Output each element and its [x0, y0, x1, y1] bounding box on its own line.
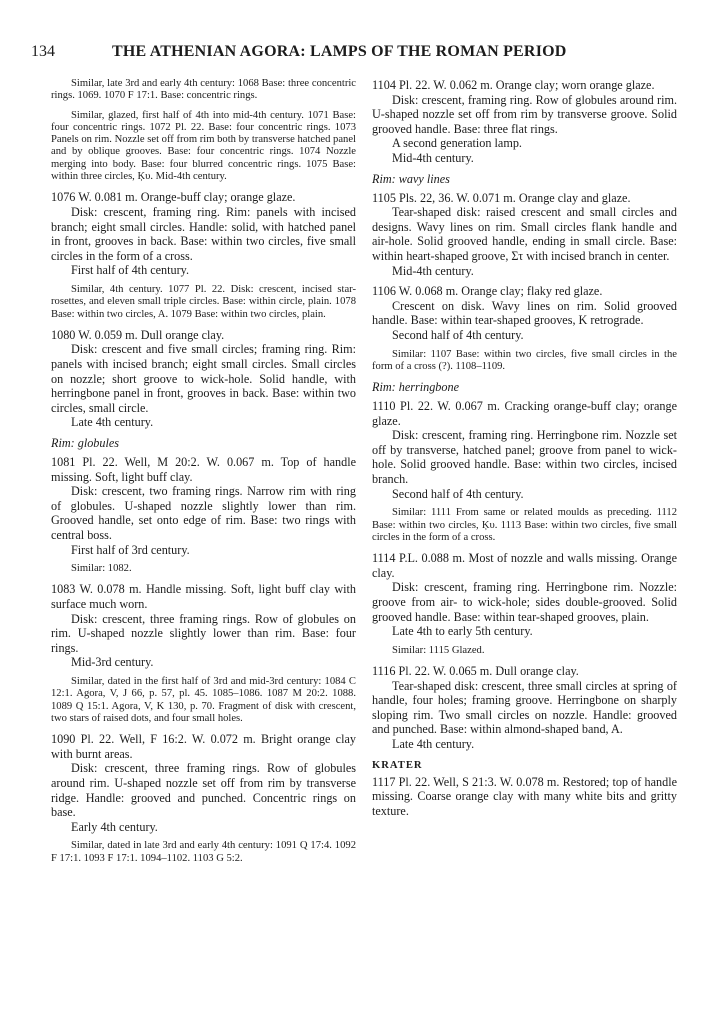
entry-description: Disk: crescent, framing ring. Herringbone rim. Nozzle: groove from air- to wick-hole; sides double-grooved. Solid grooved handle. Base: within tear-shaped grooves, plain.	[372, 580, 677, 624]
page-number: 134	[31, 43, 55, 60]
entry-date: Second half of 4th century.	[392, 327, 524, 342]
entry-heading: 1106 W. 0.068 m. Orange clay; flaky red glaze.	[372, 284, 603, 299]
entry-note: A second generation lamp.	[392, 136, 522, 151]
entry-date: Late 4th to early 5th century.	[392, 624, 533, 639]
entry-heading: 1104 Pl. 22. W. 0.062 m. Orange clay; worn orange glaze.	[372, 78, 655, 92]
catalog-entry-1105	[372, 191, 677, 279]
entry-heading: 1081 Pl. 22. Well, M 20:2. W. 0.067 m. Top of handle missing. Soft, light buff clay.	[51, 454, 356, 484]
catalog-entry-1076	[51, 190, 356, 278]
similar-note: Similar: 1107 Base: within two circles, five small circles in the form of a cross (?). 1108–1109.	[372, 348, 677, 372]
entry-date: Late 4th century.	[71, 415, 154, 430]
subheading-herringbone: Rim: herringbone	[372, 380, 459, 395]
catalog-entry-1080	[51, 328, 356, 430]
similar-note: Similar, dated in the first half of 3rd and mid-3rd century: 1084 C 12:1. Agora, V, J 66, p. 57, pl. 45. 1085–1086. 1087 M 20:2. 1088. 1089 Q 15:1. Agora, V, K 130, p. 70. Fragment of disk with crescent, two stars of raised dots, and four small holes.	[51, 676, 356, 724]
entry-date: Second half of 4th century.	[392, 486, 524, 501]
similar-note: Similar, dated in late 3rd and early 4th century: 1091 Q 17:4. 1092 F 17:1. 1093 F 17:1. 1094–1102. 1103 G 5:2.	[51, 840, 356, 864]
entry-heading: 1076 W. 0.081 m. Orange-buff clay; orange glaze.	[51, 190, 296, 205]
entry-date: Mid-4th century.	[392, 263, 474, 278]
similar-note: Similar, late 3rd and early 4th century: 1068 Base: three concentric rings. 1069. 1070 F 17:1. Base: concentric rings.	[51, 78, 356, 102]
entry-heading: 1083 W. 0.078 m. Handle missing. Soft, light buff clay with surface much worn.	[51, 582, 356, 612]
entry-date: Early 4th century.	[71, 819, 158, 834]
similar-note: Similar: 1082.	[71, 563, 132, 575]
entry-date: Late 4th century.	[392, 736, 475, 751]
entry-date: First half of 4th century.	[71, 263, 190, 278]
catalog-entry-1116	[372, 664, 677, 752]
entry-description: Tear-shaped disk: raised crescent and small circles and designs. Wavy lines on rim. Small circles flank handle and air-hole. Solid grooved handle, ending in small circle. Base: within heart-shaped groove, Στ with incised branch in center.	[372, 205, 677, 263]
entry-heading: 1116 Pl. 22. W. 0.065 m. Dull orange clay.	[372, 664, 579, 678]
entry-description: Disk: crescent and five small circles; framing ring. Rim: panels with incised branch; eight small circles. Small circles on nozzle; short groove to wick-hole. Solid handle, with herringbone panel in front, grooves in back. Base: within two circles, small circle.	[51, 342, 356, 415]
similar-note: Similar: 1115 Glazed.	[392, 644, 485, 656]
entry-description: Disk: crescent, framing ring. Row of globules around rim. U-shaped nozzle set off from rim by transverse groove. Solid grooved handle. Base: three flat rings.	[372, 92, 677, 136]
similar-note: Similar, glazed, first half of 4th into mid-4th century. 1071 Base: four concentric rings. 1072 Pl. 22. Base: four concentric rings. 1073 Panels on rim. Nozzle set off from rim both by transverse hatched panel and by oblique grooves. Base: four concentric rings. 1074 Nozzle merging into body. Base: four blurred concentric rings. 1075 Base: within three circles, Ķυ. Mid-4th century.	[51, 109, 356, 183]
catalog-entry-1081	[51, 455, 356, 557]
entry-heading: 1117 Pl. 22. Well, S 21:3. W. 0.078 m. Restored; top of handle missing. Coarse orange clay with many white bits and gritty texture.	[372, 774, 677, 818]
entry-description: Disk: crescent, framing ring. Rim: panels with incised branch; eight small circles. Handle: solid, with hatched panel in front, grooves in back. Base: within two circles, five small circles in the form of a cross.	[51, 204, 356, 263]
similar-note: Similar: 1111 From same or related moulds as preceding. 1112 Base: within two circles, Ķυ. 1113 Base: within two circles, five small circles in the form of a cross.	[372, 507, 677, 543]
entry-description: Disk: crescent, three framing rings. Row of globules around rim. U-shaped nozzle set off from rim by transverse ridge. Handle: grooved and punched. Concentric rings on base.	[51, 761, 356, 820]
entry-heading: 1110 Pl. 22. W. 0.067 m. Cracking orange-buff clay; orange glaze.	[372, 399, 677, 428]
catalog-entry-1083	[51, 582, 356, 670]
entry-description: Crescent on disk. Wavy lines on rim. Solid grooved handle. Base: within tear-shaped grooves, K retrograde.	[372, 298, 677, 328]
entry-description: Tear-shaped disk: crescent, three small circles at spring of handle, four holes; framing groove. Herringbone on sharply sloping rim. Two small circles on nozzle. Handle: grooved and punched. Base: within almond-shaped band, A.	[372, 678, 677, 737]
entry-heading: 1090 Pl. 22. Well, F 16:2. W. 0.072 m. Bright orange clay with burnt areas.	[51, 732, 356, 761]
right-column	[372, 78, 677, 824]
entry-heading: 1114 P.L. 0.088 m. Most of nozzle and walls missing. Orange clay.	[372, 551, 677, 580]
catalog-entry-1110	[372, 399, 677, 501]
catalog-entry-1106	[372, 284, 677, 342]
catalog-entry-1090	[51, 732, 356, 834]
entry-date: First half of 3rd century.	[71, 542, 190, 557]
similar-note: Similar, 4th century. 1077 Pl. 22. Disk: crescent, incised star-rosettes, and eleven small triple circles. Base: within circle, plain. 1078 Base: within two circles, A. 1079 Base: within two circles, plain.	[51, 283, 356, 320]
subheading-globules: Rim: globules	[51, 435, 120, 450]
running-title: THE ATHENIAN AGORA: LAMPS OF THE ROMAN PERIOD	[112, 43, 567, 60]
entry-date: Mid-3rd century.	[71, 655, 154, 670]
entry-date: Mid-4th century.	[392, 150, 474, 165]
entry-heading: 1080 W. 0.059 m. Dull orange clay.	[51, 327, 225, 342]
page-header	[0, 0, 725, 60]
subheading-wavy-lines: Rim: wavy lines	[372, 171, 450, 186]
entry-description: Disk: crescent, framing ring. Herringbone rim. Nozzle set off by transverse, hatched panel; groove from panel to wick-hole. Solid grooved handle. Base: within two circles, incised branch.	[372, 428, 677, 487]
entry-description: Disk: crescent, two framing rings. Narrow rim with ring of globules. U-shaped nozzle slightly lower than rim. Grooved handle, set onto edge of rim. Base: two rings with central boss.	[51, 484, 356, 542]
catalog-entry-1117	[372, 775, 677, 819]
catalog-entry-1114	[372, 551, 677, 639]
left-column	[51, 78, 356, 872]
section-heading-krater: KRATER	[372, 759, 423, 771]
entry-description: Disk: crescent, three framing rings. Row of globules on rim. U-shaped nozzle slightly lower than rim. Base: four rings.	[51, 611, 356, 655]
catalog-entry-1104	[372, 78, 677, 166]
entry-heading: 1105 Pls. 22, 36. W. 0.071 m. Orange clay and glaze.	[372, 190, 631, 205]
